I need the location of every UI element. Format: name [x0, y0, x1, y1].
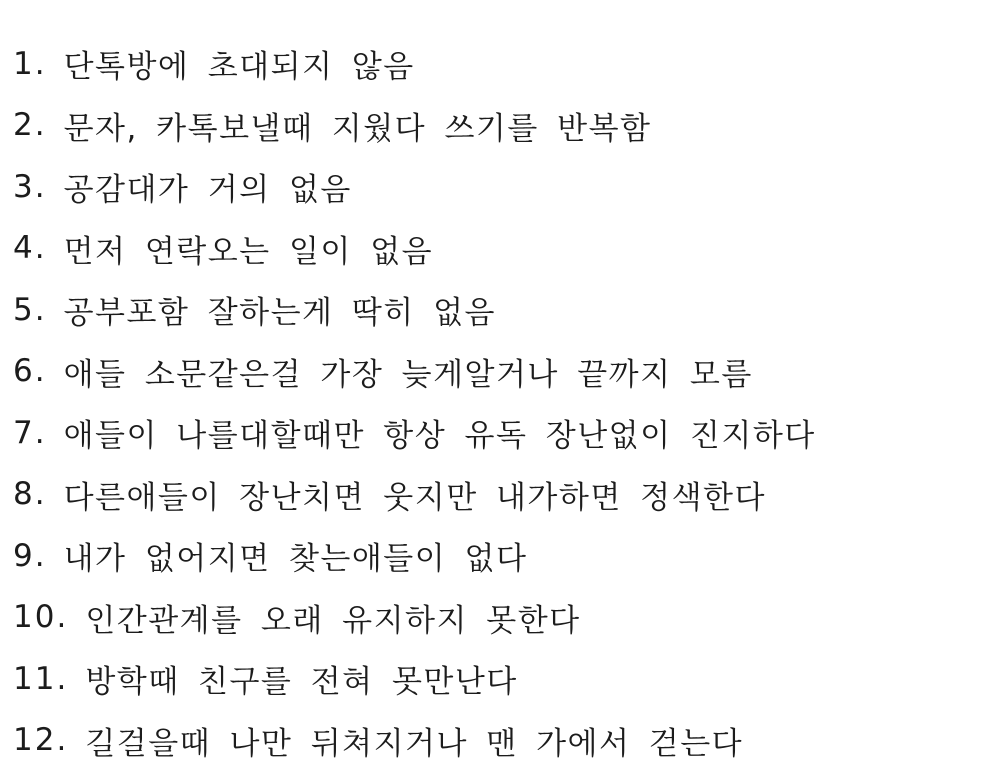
item-text: 먼저 연락오는 일이 없음: [63, 233, 434, 270]
item-number: 11.: [13, 660, 69, 697]
item-text: 길걸을때 나만 뒤쳐지거나 맨 가에서 걷는다: [85, 725, 744, 762]
list-item: [13, 587, 990, 649]
numbered-list: [13, 33, 990, 771]
item-number: 12.: [13, 722, 69, 759]
item-text: 단톡방에 초대되지 않음: [63, 49, 415, 86]
item-number: 1.: [13, 45, 47, 82]
item-number: 2.: [13, 107, 47, 144]
item-text: 인간관계를 오래 유지하지 못한다: [85, 602, 581, 639]
list-item: [13, 156, 990, 218]
item-number: 5.: [13, 291, 47, 328]
item-text: 공부포함 잘하는게 딱히 없음: [63, 295, 496, 332]
item-text: 애들이 나를대할때만 항상 유독 장난없이 진지하다: [63, 418, 816, 455]
list-item: [13, 525, 990, 587]
item-number: 8.: [13, 476, 47, 513]
item-number: 9.: [13, 537, 47, 574]
item-number: 4.: [13, 230, 47, 267]
item-text: 애들 소문같은걸 가장 늦게알거나 끝까지 모름: [63, 356, 753, 393]
item-number: 3.: [13, 168, 47, 205]
list-item: [13, 648, 990, 710]
item-number: 10.: [13, 599, 69, 636]
item-number: 6.: [13, 353, 47, 390]
list-item: [13, 279, 990, 341]
item-text: 내가 없어지면 찾는애들이 없다: [63, 541, 528, 578]
list-item: [13, 218, 990, 280]
item-number: 7.: [13, 414, 47, 451]
item-text: 공감대가 거의 없음: [63, 172, 352, 209]
list-item: [13, 33, 990, 95]
list-item: [13, 341, 990, 403]
item-text: 다른애들이 장난치면 웃지만 내가하면 정색한다: [63, 479, 766, 516]
item-text: 방학때 친구를 전혀 못만난다: [85, 664, 518, 701]
item-text: 문자, 카톡보낼때 지웠다 쓰기를 반복함: [63, 110, 652, 147]
list-item: [13, 710, 990, 771]
list-item: [13, 464, 990, 526]
list-item: [13, 402, 990, 464]
list-item: [13, 95, 990, 157]
